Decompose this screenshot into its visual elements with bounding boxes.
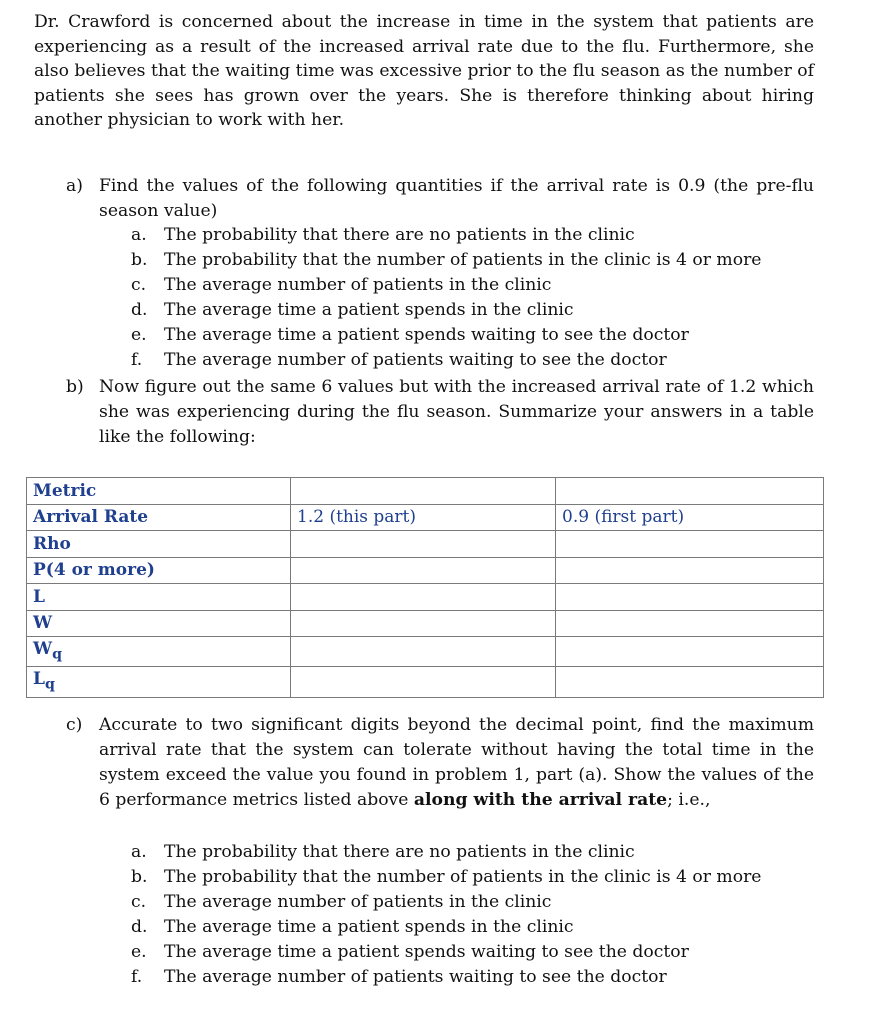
row-label: P(4 or more) [27, 557, 291, 584]
table-row [27, 610, 824, 637]
list-item: b. The probability that the number of patients in the clinic is 4 or more [131, 867, 762, 887]
table-row [27, 478, 824, 505]
cell-this-part [291, 667, 556, 697]
row-label: $L_q$ [27, 667, 291, 697]
cell-first-part [556, 478, 824, 505]
list-item: d. The average time a patient spends in the clinic [131, 917, 574, 937]
table-row [27, 667, 824, 697]
row-label: W [27, 610, 291, 637]
table-row [27, 584, 824, 611]
list-item: e. The average time a patient spends waiting to see the doctor [131, 325, 689, 345]
list-item: a. The probability that there are no patients in the clinic [131, 225, 635, 245]
question-c [66, 713, 814, 813]
table-row [27, 531, 824, 558]
cell-this-part: 1.2 (this part) [291, 504, 556, 531]
list-item: d. The average time a patient spends in the clinic [131, 300, 574, 320]
question-a-text: Find the values of the following quantities if the arrival rate is 0.9 (the pre-flu season value) [99, 176, 814, 221]
row-label: $W_q$ [27, 637, 291, 667]
intro-paragraph: Dr. Crawford is concerned about the increase in time in the system that patients are experiencing as a result of the increased arrival rate due to the flu. Furthermore, she also believes that the waiting time was excessive prior to the flu season as the number of patients she sees has grown over the years. She is therefore thinking about hiring another physician to work with her. [34, 12, 814, 130]
cell-first-part [556, 610, 824, 637]
emphasis-text: along with the arrival rate [413, 790, 668, 810]
question-b-text: Now figure out the same 6 values but with the increased arrival rate of 1.2 which she was experiencing during the flu season. Summarize your answers in a table like the following: [99, 377, 814, 447]
cell-first-part [556, 667, 824, 697]
question-a-label: a) [66, 176, 83, 196]
list-item: b. The probability that the number of patients in the clinic is 4 or more [131, 250, 762, 270]
cell-this-part [291, 478, 556, 505]
metric-list-a [131, 223, 761, 373]
cell-first-part: 0.9 (first part) [556, 504, 824, 531]
table-row [27, 637, 824, 667]
question-c-text: Accurate to two significant digits beyond the decimal point, find the maximum arrival rate that the system can tolerate without having the total time in the system exceed the value you found in problem 1, part (a). Show the values of the 6 performance metrics listed above along with the arrival rate; i.e., [99, 715, 814, 810]
row-label: Metric [27, 478, 291, 505]
cell-first-part [556, 557, 824, 584]
row-label: Rho [27, 531, 291, 558]
question-b [66, 375, 814, 450]
list-item: f. The average number of patients waiting to see the doctor [131, 350, 667, 370]
list-item: e. The average time a patient spends waiting to see the doctor [131, 942, 689, 962]
cell-this-part [291, 557, 556, 584]
question-a [66, 174, 814, 224]
row-label: L [27, 584, 291, 611]
list-item: a. The probability that there are no patients in the clinic [131, 842, 635, 862]
row-label: Arrival Rate [27, 504, 291, 531]
table-row [27, 557, 824, 584]
summary-table [26, 477, 824, 698]
cell-this-part [291, 531, 556, 558]
list-item: c. The average number of patients in the clinic [131, 275, 552, 295]
list-item: c. The average number of patients in the clinic [131, 892, 552, 912]
list-item: f. The average number of patients waiting to see the doctor [131, 967, 667, 987]
question-c-label: c) [66, 715, 83, 735]
question-b-label: b) [66, 377, 84, 397]
cell-this-part [291, 584, 556, 611]
table-row [27, 504, 824, 531]
cell-first-part [556, 531, 824, 558]
metric-list-c [131, 840, 761, 990]
cell-first-part [556, 584, 824, 611]
cell-this-part [291, 610, 556, 637]
cell-first-part [556, 637, 824, 667]
cell-this-part [291, 637, 556, 667]
